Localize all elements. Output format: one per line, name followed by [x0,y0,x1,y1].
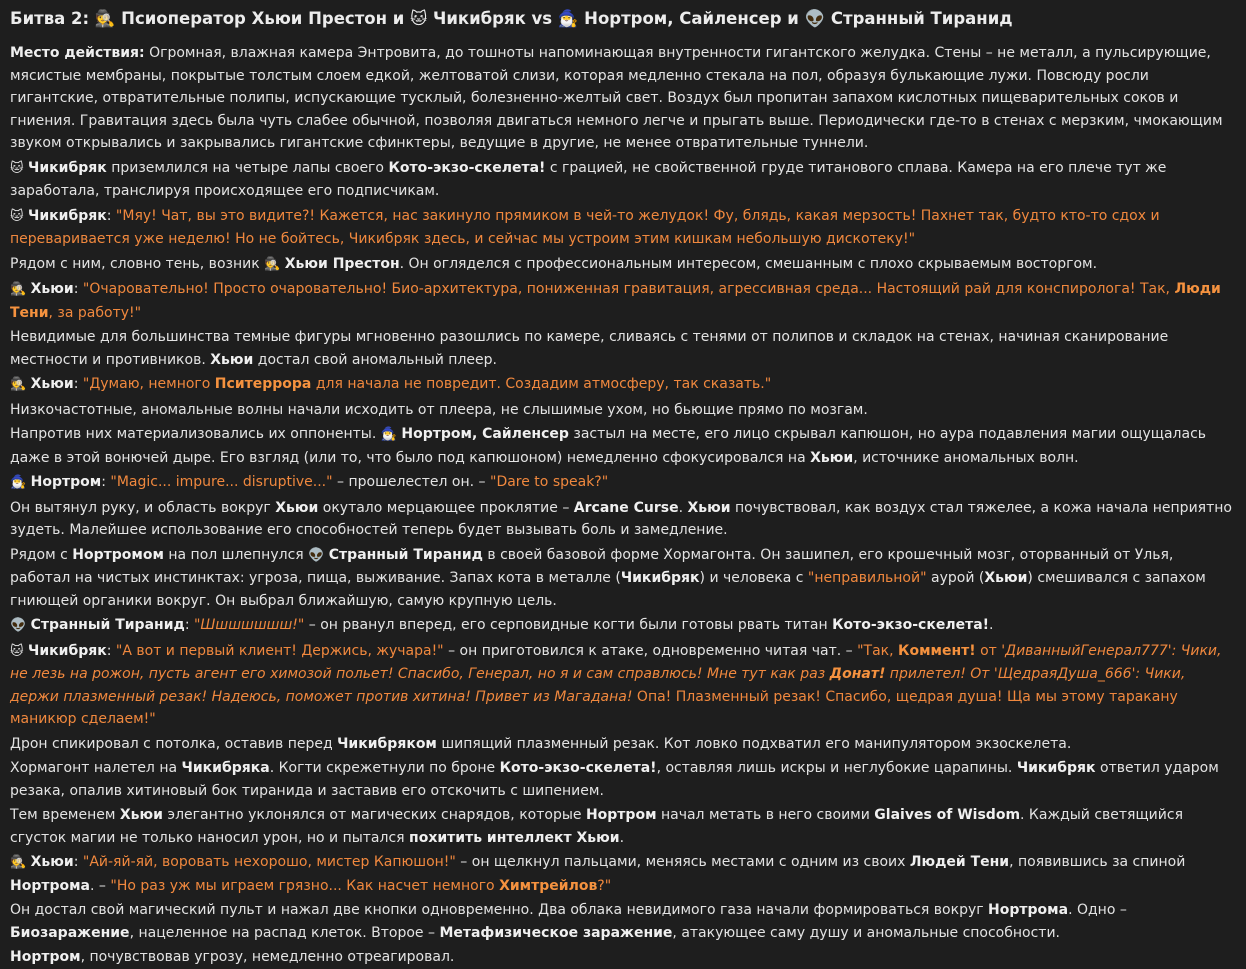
cat-icon: 🐱 [10,643,24,659]
detective-icon: 🕵️ [10,855,27,870]
paragraph-shadow-people: Невидимые для большинства темные фигуры мгновенно разошлись по камере, сливаясь с тенями от полипов и складок на стенах, начиная сканирование местности и противников. Хьюи достал свой аномальный плеер. [10,329,1169,368]
setting-label: Место действия: [10,45,145,61]
alien-icon: 👽 [10,618,27,633]
character-name: Чикибряк [28,159,107,176]
detective-icon: 🕵️ [10,377,27,392]
mage-icon: 🧙‍♂️ [10,475,27,490]
paragraph-opponents: Напротив них материализовались их оппоненты. 🧙‍♂️ Нортром, Сайленсер застыл на месте, его лицо скрывал капюшон, но аура подавления магии ощущалась даже в этой вонючей дыре. Его взгляд (или то, что было под капюшоном) немедленно сфокусировался на Хьюи, источнике аномальных волн. [10,426,1207,466]
dialogue-quote: "Magic... impure... disruptive..." [110,474,333,490]
character-name: Нортром, Сайленсер [401,426,569,442]
speaker-name: Чикибряк [28,642,107,659]
dialogue-quote: "Мяу! Чат, вы это видите?! Кажется, нас закинуло прямиком в чей-то желудок! Фу, блядь, какая мерзость! Пахнет так, будто кто-то сдох и переваривается уже неделю! Но не бойтесь, Чикибряк здесь, и сейчас мы устроим этим кишкам небольшую дискотеку!" [10,207,1160,247]
dialogue-tyranid-1: 👽 Странный Тиранид: "Шшшшшшш!" – он рванул вперед, его серповидные когти были готовы рвать титан Кото-экзо-скелета!. [10,617,994,633]
dialogue-chikibryak-2: 🐱 Чикибряк: "А вот и первый клиент! Держись, жучара!" – он приготовился к атаке, одновременно читая чат. – "Так, Коммент! от 'ДиванныйГенерал777': Чики, не лезь на рожон, пусть агент его химозой польет! Спасибо, Генерал, но я и сам справлюсь! Мне тут как раз Донат! прилетел! От 'ЩедраяДуша_666': Чики, держи плазменный резак! Надеюсь, поможет против хитина! Привет из Магадана! Опа! Плазменный резак! Спасибо, щедрая душа! Ща мы этому таракану маникюр сделаем!" [10,642,1222,727]
detective-icon: 🕵️ [264,256,281,272]
paragraph-nortrom-reacts: Нортром, почувствовав угрозу, немедленно отреагировал. [10,949,455,965]
cat-icon: 🐱 [10,160,24,176]
dialogue-quote: "А вот и первый клиент! Держись, жучара!" [115,642,444,659]
speaker-name: Чикибряк [28,207,107,224]
dialogue-quote: "Шшшшшшш!" [193,617,305,633]
paragraph-hormagaunt: Хормагонт налетел на Чикибряка. Когти скрежетнули по броне Кото-экзо-скелета!, оставляя лишь искры и неглубокие царапины. Чикибряк ответил ударом резака, опалив хитиновый бок тиранида и заставив его отскочить с шипением. [10,760,1219,799]
paragraph-chikibryak-landing: 🐱 Чикибряк приземлился на четыре лапы своего Кото-экзо-скелета! с грацией, не свойственной груде титанового сплава. Камера на его плече тут же заработала, транслируя происходящее его подписчикам. [10,159,1167,199]
paragraph-drone: Дрон спикировал с потолка, оставив перед Чикибряком шипящий плазменный резак. Кот ловко подхватил его манипулятором экзоскелета. [10,735,1072,752]
detective-icon: 🕵️ [10,282,27,297]
speaker-name: Хьюи [30,376,74,392]
cat-icon: 🐱 [10,208,24,224]
dialogue-quote: "Очаровательно! Просто очаровательно! Био-архитектура, пониженная гравитация, агрессивная среда... Настоящий рай для конспиролога! Так, Люди Тени, за работу!" [10,281,1221,321]
dialogue-huey-2: 🕵️ Хьюи: "Думаю, немного Пситеррора для начала не повредит. Создадим атмосферу, так сказать." [10,376,772,392]
dialogue-quote: "Dare to speak?" [490,474,609,490]
dialogue-quote: "Ай-яй-яй, воровать нехорошо, мистер Капюшон!" [82,854,456,870]
dialogue-nortrom-1: 🧙‍♂️ Нортром: "Magic... impure... disruptive..." – прошелестел он. – "Dare to speak?" [10,474,609,490]
speaker-name: Хьюи [30,854,74,870]
battle-title: Битва 2: 🕵️ Псиоператор Хьюи Престон и 🐱 Чикибряк vs 🧙‍♂️ Нортром, Сайленсер и 👽 Странный Тиранид [10,9,1013,28]
dialogue-chikibryak-1: 🐱 Чикибряк: "Мяу! Чат, вы это видите?! Кажется, нас закинуло прямиком в чей-то желудок! Фу, блядь, какая мерзость! Пахнет так, будто кто-то сдох и переваривается уже неделю! Но не бойтесь, Чикибряк здесь, и сейчас мы устроим этим кишкам небольшую дискотеку!" [10,207,1160,247]
paragraph-setting: Место действия: Огромная, влажная камера Энтровита, до тошноты напоминающая внутренности гигантского желудка. Стены – не металл, а пульсирующие, мясистые мембраны, покрытые толстым слоем едкой, желтоватой слизи, которая медленно стекала на пол, образуя булькающие лужи. Повсюду росли гигантские, отвратительные полипы, испускающие тусклый, болезненно-желтый свет. Воздух был пропитан запахом кислотных пищеварительных соков и гниения. Гравитация здесь была чуть слабее обычной, позволяя двигаться немного легче и прыгать выше. Периодически где-то в стенах с мерзким, чмокающим звуком открывались и закрывались гигантские сфинктеры, ведущие в другие, не менее отвратительные туннели. [10,45,1223,151]
speaker-name: Странный Тиранид [30,617,185,633]
paragraph-tyranid: Рядом с Нортромом на пол шлепнулся 👽 Странный Тиранид в своей базовой форме Хормагонта. Он зашипел, его крошечный мозг, оторванный от Улья, работал на чистых инстинктах: угроза, пища, выживание. Запах кота в металле (Чикибряк) и человека с "неправильной" аурой (Хьюи) смешивался с запахом гниющей органики вокруг. Он выбрал ближайшую, самую крупную цель. [10,546,1206,609]
speaker-name: Хьюи [30,281,74,297]
alien-icon: 👽 [308,547,325,563]
paragraph-huey-arrives: Рядом с ним, словно тень, возник 🕵️ Хьюи Престон. Он огляделся с профессиональным интересом, смешанным с плохо скрываемым восторгом. [10,255,1098,272]
paragraph-waves: Низкочастотные, аномальные волны начали исходить от плеера, не слышимые ухом, но бьющие прямо по мозгам. [10,401,868,418]
dialogue-quote: "Но раз уж мы играем грязно... Как насчет немного Химтрейлов?" [110,877,612,894]
paragraph-arcane-curse: Он вытянул руку, и область вокруг Хьюи окутало мерцающее проклятие – Arcane Curse. Хьюи почувствовал, как воздух стал тяжелее, а кожа начала неприятно зудеть. Малейшее использование его способностей теперь будет вызывать боль и замедление. [10,499,1232,538]
chat-comment: ДиванныйГенерал777': Чики, не лезь на рожон, пусть агент его химозой польет! Спасибо, Генерал, но я и сам справлюсь! Мне тут как раз Донат! прилетел! От 'ЩедраяДуша_666': Чики, держи плазменный резак! Надеюсь, поможет против хитина! Привет из Магадана! [10,642,1222,705]
dialogue-quote: "Так, Коммент! от ' [857,642,1006,659]
paragraph-chemtrails: Он достал свой магический пульт и нажал две кнопки одновременно. Два облака невидимого газа начали формироваться вокруг Нортрома. Одно – Биозаражение, нацеленное на распад клеток. Второе – Метафизическое заражение, атакующее саму душу и аномальные способности. [10,902,1127,941]
paragraph-glaives: Тем временем Хьюи элегантно уклонялся от магических снарядов, которые Нортром начал метать в него своими Glaives of Wisdom. Каждый светящийся сгусток магии не только наносил урон, но и пытался похитить интеллект Хьюи. [10,807,1183,846]
speaker-name: Нортром [30,474,102,490]
dialogue-quote: "Думаю, немного Пситеррора для начала не повредит. Создадим атмосферу, так сказать." [82,376,772,392]
mage-icon: 🧙‍♂️ [380,427,397,442]
dialogue-huey-3: 🕵️ Хьюи: "Ай-яй-яй, воровать нехорошо, мистер Капюшон!" – он щелкнул пальцами, меняясь местами с одним из своих Людей Тени, появившись за спиной Нортрома. – "Но раз уж мы играем грязно... Как насчет немного Химтрейлов?" [10,854,1186,894]
character-name: Хьюи Престон [284,255,400,272]
dialogue-huey-1: 🕵️ Хьюи: "Очаровательно! Просто очаровательно! Био-архитектура, пониженная гравитация, агрессивная среда... Настоящий рай для конспиролога! Так, Люди Тени, за работу!" [10,281,1221,321]
